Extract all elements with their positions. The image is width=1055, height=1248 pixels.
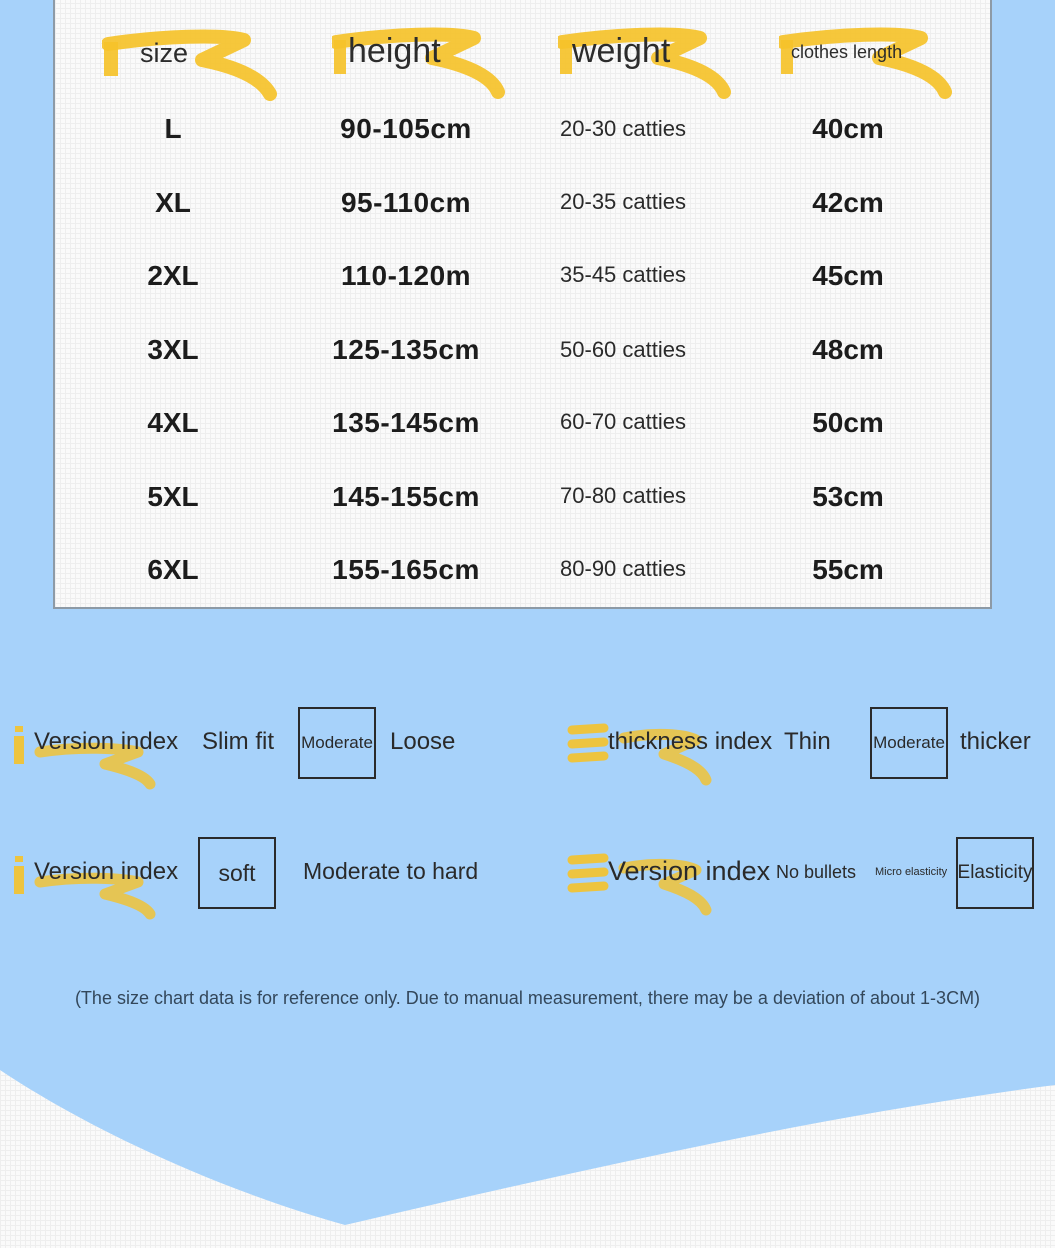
cell-size: XL: [155, 187, 191, 218]
cell-height: 135-145cm: [332, 407, 480, 438]
elasticity-index: [560, 832, 1055, 912]
version-fit-index: [0, 702, 520, 782]
elasticity-index-label: Version index: [608, 856, 771, 886]
header-height-label: height: [348, 32, 441, 70]
cell-weight: 20-35 catties: [560, 189, 686, 214]
option-no-bullets: No bullets: [776, 862, 857, 882]
option-slim-fit: Slim fit: [202, 728, 274, 755]
cell-weight: 50-60 catties: [560, 337, 686, 362]
cell-weight: 35-45 catties: [560, 262, 686, 287]
option-thin: Thin: [784, 728, 831, 755]
cell-length: 50cm: [812, 407, 884, 438]
header-weight: [558, 22, 738, 102]
disclaimer-note: (The size chart data is for reference only. Due to manual measurement, there may be a deviation of about 1-3CM): [74, 988, 981, 1008]
cell-weight: 60-70 catties: [560, 409, 686, 434]
cell-length: 45cm: [812, 260, 884, 291]
header-size: [102, 22, 282, 102]
cell-height: 95-110cm: [340, 187, 472, 218]
cell-size: 3XL: [147, 334, 199, 365]
header-size-label: size: [140, 38, 189, 68]
cell-weight: 20-30 catties: [560, 116, 686, 141]
cell-weight: 70-80 catties: [560, 483, 686, 508]
cell-height: 145-155cm: [332, 481, 480, 512]
brush-highlight-icon: [102, 22, 282, 102]
option-moderate-selected: Moderate: [870, 707, 948, 779]
cell-length: 55cm: [812, 554, 884, 585]
version-fit-index-label: Version index: [34, 728, 179, 755]
cell-weight: 80-90 catties: [560, 556, 686, 581]
option-micro-elasticity: Micro elasticity: [875, 866, 948, 878]
cell-length: 42cm: [812, 187, 884, 218]
size-chart-table: [53, 0, 992, 609]
cell-length: 40cm: [812, 113, 884, 144]
cell-length: 48cm: [812, 334, 884, 365]
softness-index-label: Version index: [34, 858, 179, 885]
header-clothes-length: [779, 22, 959, 102]
header-weight-label: weight: [572, 32, 671, 70]
option-moderate-selected: Moderate: [298, 707, 376, 779]
thickness-index: [560, 702, 1055, 782]
option-elasticity-selected: Elasticity: [956, 837, 1034, 909]
option-soft-selected: soft: [198, 837, 276, 909]
header-clothes-length-label: clothes length: [791, 42, 903, 62]
cell-size: 2XL: [147, 260, 199, 291]
softness-index: [0, 832, 520, 912]
cell-size: 5XL: [147, 481, 199, 512]
option-loose: Loose: [390, 728, 456, 755]
header-height: [332, 22, 512, 102]
cell-height: 110-120m: [340, 260, 472, 291]
cell-height: 155-165cm: [332, 554, 480, 585]
cell-size: L: [164, 113, 182, 144]
option-thicker: thicker: [960, 728, 1031, 755]
option-moderate-to-hard: Moderate to hard: [303, 858, 479, 884]
cell-height: 90-105cm: [340, 113, 472, 144]
cell-size: 4XL: [147, 407, 199, 438]
cell-length: 53cm: [812, 481, 884, 512]
thickness-index-label: thickness index: [608, 728, 773, 755]
cell-size: 6XL: [147, 554, 199, 585]
cell-height: 125-135cm: [332, 334, 480, 365]
